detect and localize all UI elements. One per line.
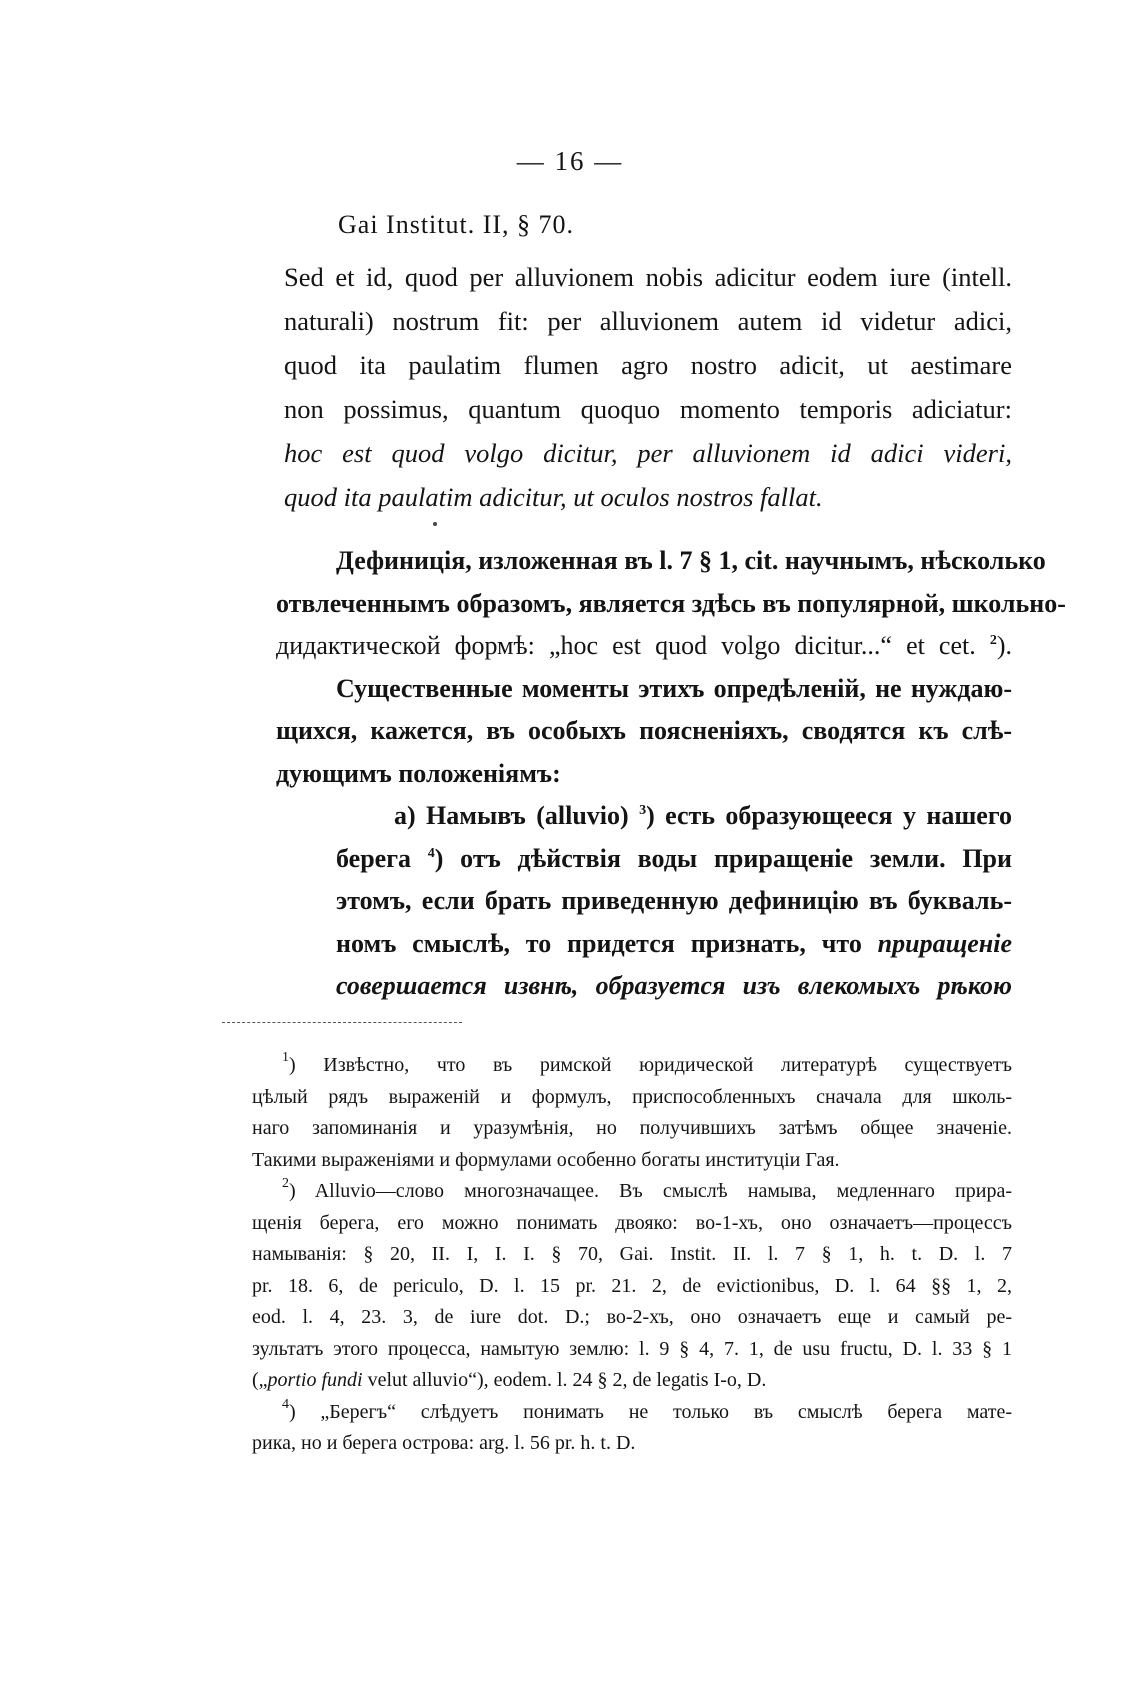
footnote-line: щенія берега, его можно понимать двояко: во-1-хъ, оно означаетъ—процессъ xyxy=(252,1211,1012,1234)
text-line: отвлеченнымъ образомъ, является здѣсь въ популярной, школьно- xyxy=(276,588,1066,618)
text-line xyxy=(276,625,1012,668)
footnote-line xyxy=(252,1050,1012,1082)
text-fragment: ) Alluvio—слово многозначащее. Въ смыслѣ намыва, медленнаго прира- xyxy=(289,1180,1012,1202)
text-fragment: берега xyxy=(336,843,412,873)
text-fragment: („ xyxy=(252,1369,268,1391)
latin-line: non possimus, quantum quoquo momento temporis adiciatur: xyxy=(284,394,1012,424)
text-fragment: velut alluvio“), eodem. l. 24 § 2, de legatis I-o, D. xyxy=(362,1369,767,1391)
text-line: этомъ, если брать приведенную дефиницію въ букваль- xyxy=(336,886,1012,915)
italic-fragment: portio fundi xyxy=(267,1369,363,1391)
footnote-line: pr. 18. 6, de periculo, D. l. 15 pr. 21. 2, de evictionibus, D. l. 64 §§ 1, 2, xyxy=(252,1274,1012,1297)
footnote-ref: 4 xyxy=(427,845,435,861)
text-fragment: ) есть образующееся у нашего xyxy=(646,801,1013,830)
text-fragment: номъ смыслѣ, то придется признать, что xyxy=(336,928,862,958)
footnote-line: рика, но и берега острова: arg. l. 56 pr. h. t. D. xyxy=(252,1432,636,1454)
latin-quotation xyxy=(284,255,1012,519)
text-fragment: a) Намывъ (alluvio) xyxy=(394,801,629,830)
footnote-line xyxy=(252,1176,1012,1208)
footnote-separator xyxy=(222,1022,462,1023)
footnote-line: намыванія: § 20, II. I, I. I. § 70, Gai. Instit. II. l. 7 § 1, h. t. D. l. 7 xyxy=(252,1243,1012,1265)
footnote-line: цѣлый рядъ выраженій и формулъ, приспособленныхъ сначала для школь- xyxy=(252,1085,1012,1108)
latin-line: quod ita paulatim flumen agro nostro adicit, ut aestimare xyxy=(284,350,1012,380)
text-line: щихся, кажется, въ особыхъ поясненіяхъ, сводятся къ слѣ- xyxy=(276,716,1012,745)
footnote-line xyxy=(252,1365,1012,1397)
footnotes xyxy=(252,1050,1012,1460)
main-text xyxy=(276,540,1066,1008)
footnote-ref: 3 xyxy=(639,803,647,818)
footnote-mark: 2 xyxy=(282,1176,289,1191)
latin-line: naturali) nostrum fit: per alluvionem autem id videtur adici, xyxy=(284,306,1012,336)
latin-source-heading: Gai Institut. II, § 70. xyxy=(338,210,575,239)
text-fragment: ) Извѣстно, что въ римской юридической литературѣ существуетъ xyxy=(289,1054,1012,1076)
footnote-line xyxy=(252,1397,1012,1429)
latin-line-italic: hoc est quod volgo dicitur, per alluvionem id adici videri, xyxy=(284,438,1012,468)
stray-dot xyxy=(433,522,437,526)
text-line xyxy=(276,795,1012,838)
latin-line: Sed et id, quod per alluvionem nobis adicitur eodem iure (intell. xyxy=(284,262,1012,292)
footnote-ref: 2 xyxy=(989,633,997,648)
text-line xyxy=(276,923,1012,966)
footnote-line: наго запоминанія и уразумѣнія, но получившихъ затѣмъ общее значеніе. xyxy=(252,1117,1012,1139)
footnote-mark: 1 xyxy=(282,1050,289,1065)
text-fragment: ) отъ дѣйствія воды приращеніе земли. При xyxy=(434,843,1012,873)
text-line xyxy=(276,838,1012,881)
text-fragment: ). xyxy=(996,631,1012,660)
footnote-line: Такими выраженіями и формулами особенно богаты институціи Гая. xyxy=(252,1148,840,1171)
page-number: — 16 — xyxy=(516,146,624,176)
footnote-line: зультатъ этого процесса, намытую землю: l. 9 § 4, 7. 1, de usu fructu, D. l. 33 § 1 xyxy=(252,1337,1012,1360)
text-line: Дефиниція, изложенная въ l. 7 § 1, cit. научнымъ, нѣсколько xyxy=(336,546,1046,575)
latin-line-italic: quod ita paulatim adicitur, ut oculos nostros fallat. xyxy=(284,482,823,512)
text-line-italic: совершается извнѣ, образуется изъ влекомыхъ рѣкою xyxy=(336,971,1012,1000)
footnote-mark: 4 xyxy=(282,1396,289,1412)
text-line: Существенные моменты этихъ опредѣленій, не нуждаю- xyxy=(336,673,1012,703)
text-line: дующимъ положеніямъ: xyxy=(276,758,561,788)
footnote-line: eod. l. 4, 23. 3, de iure dot. D.; во-2-хъ, оно означаетъ еще и самый ре- xyxy=(252,1306,1012,1328)
text-fragment: дидактической формѣ: „hoc est quod volgo dicitur...“ et cet. xyxy=(276,631,976,660)
italic-fragment: приращеніе xyxy=(877,928,1012,958)
text-fragment: ) „Берегъ“ слѣдуетъ понимать не только въ смыслѣ берега мате- xyxy=(289,1400,1012,1423)
